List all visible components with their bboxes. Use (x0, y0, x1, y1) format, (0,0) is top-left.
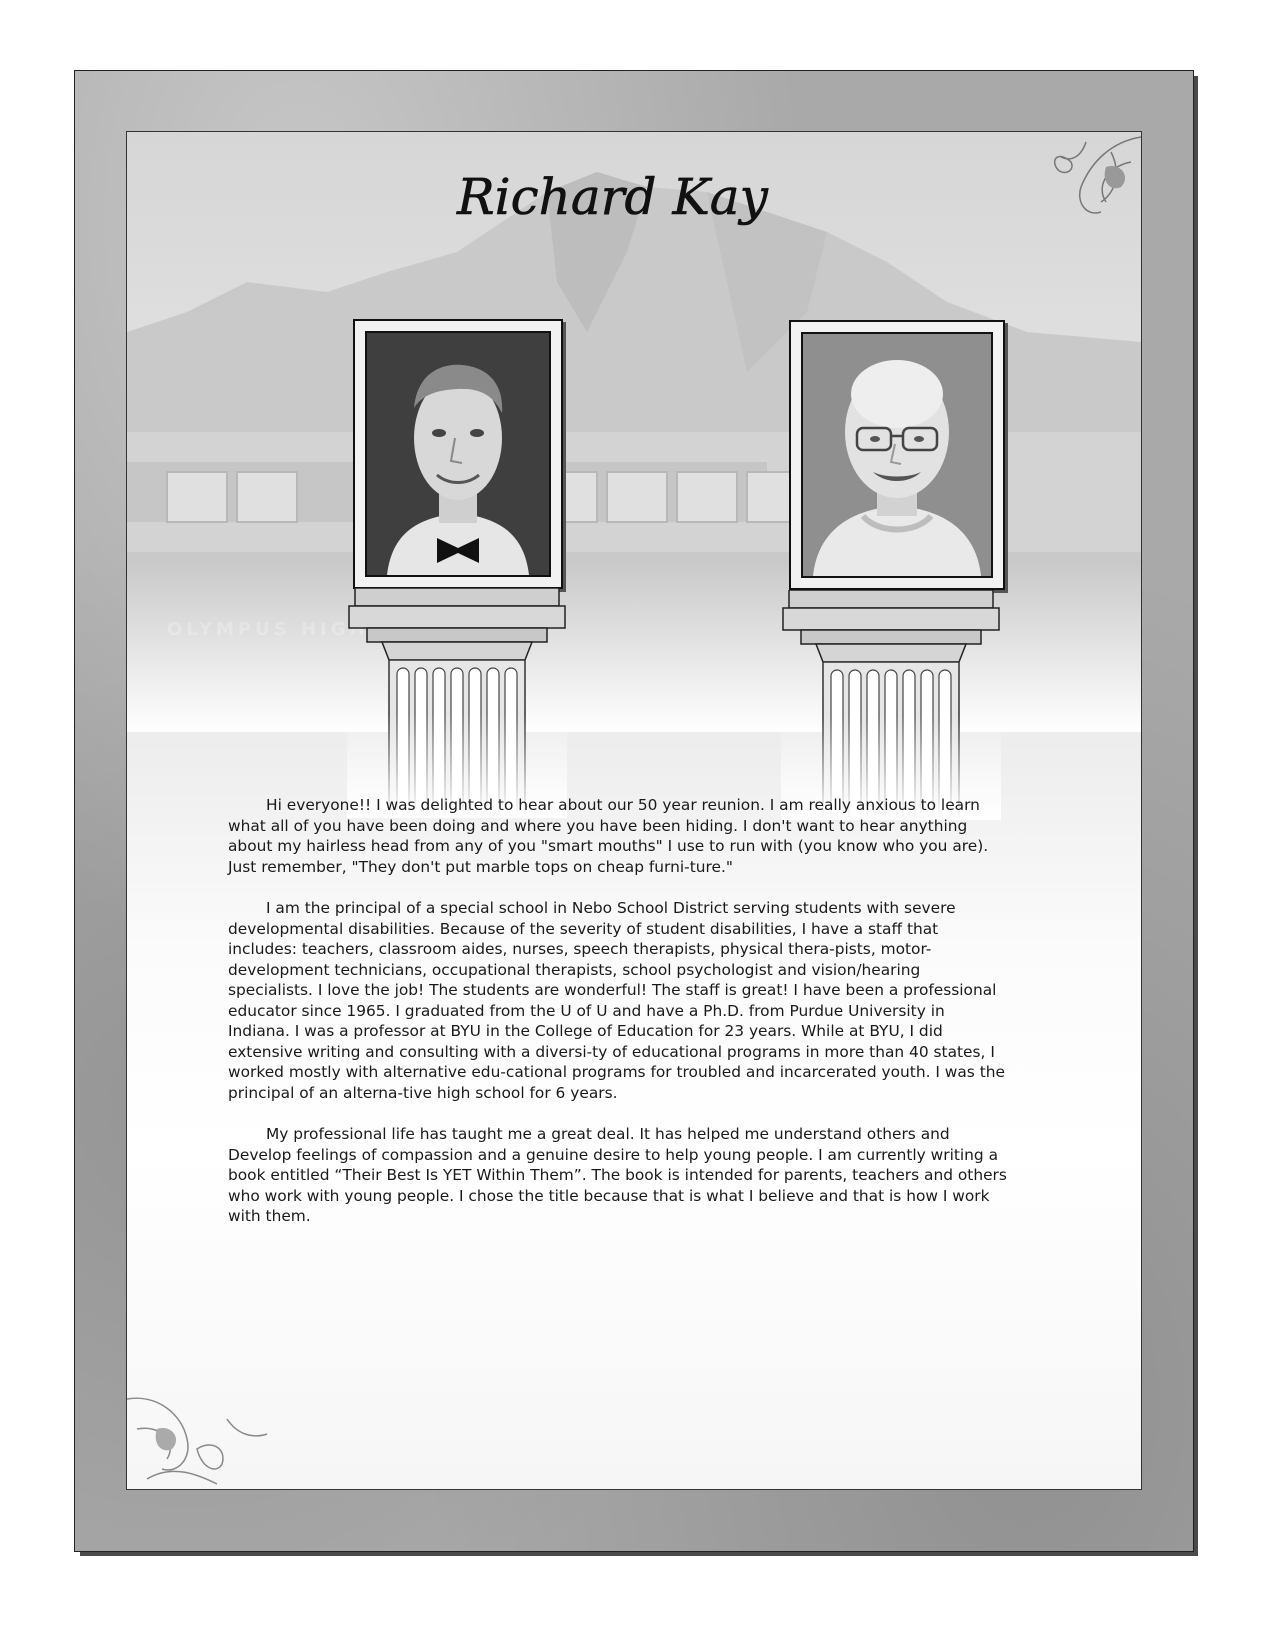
bio-paragraph-2: I am the principal of a special school in Nebo School District serving students with severe developmental disabilities. Because of the severity of student disabilities, I have a staff that includes: teachers, classroom aides, nurses, speech therapists, physical thera-pists, motor-development technicians, occupational therapists, school psychologist and vision/hearing specialists. I love the job! The students are wonderful! The staff is great! I have been a professional educator since 1965. I graduated from the U of U and have a Ph.D. from Purdue University in Indiana. I was a professor at BYU in the College of Education for 23 years. While at BYU, I did extensive writing and consulting with a diversi-ty of educational programs in more than 40 states, I worked mostly with alternative edu-cational programs for troubled and incarcerated youth. I was the principal of an alterna-tive high school for 6 years. (228, 899, 1005, 1102)
pillar-left (347, 588, 567, 818)
portrait-young-frame (353, 319, 563, 589)
portrait-young (365, 331, 551, 577)
bio-text (228, 795, 1010, 1248)
pillar-right (781, 590, 1001, 820)
inner-page (126, 131, 1142, 1490)
page-title-text: Richard Kay (457, 168, 768, 226)
page-frame (74, 70, 1194, 1552)
portrait-current-frame (789, 320, 1005, 590)
portrait-current (801, 332, 993, 578)
bio-paragraph-3: My professional life has taught me a great deal. It has helped me understand others and Develop feelings of compassion and a genuine desire to help young people. I am currently writing a book entitled “Their Best Is YET Within Them”. The book is intended for parents, teachers and others who work with young people. I chose the title because that is what I believe and that is how I work with them. (228, 1125, 1007, 1225)
bio-paragraph-1: Hi everyone!! I was delighted to hear about our 50 year reunion. I am really anxious to learn what all of you have been doing and where you have been hiding. I don't want to hear anything about my hairless head from any of you "smart mouths" I use to run with (you know who you are). Just remember, "They don't put marble tops on cheap furni-ture." (228, 796, 989, 876)
corner-flourish-top (1011, 132, 1141, 242)
page-title (447, 152, 847, 242)
corner-flourish-bottom (127, 1359, 277, 1489)
